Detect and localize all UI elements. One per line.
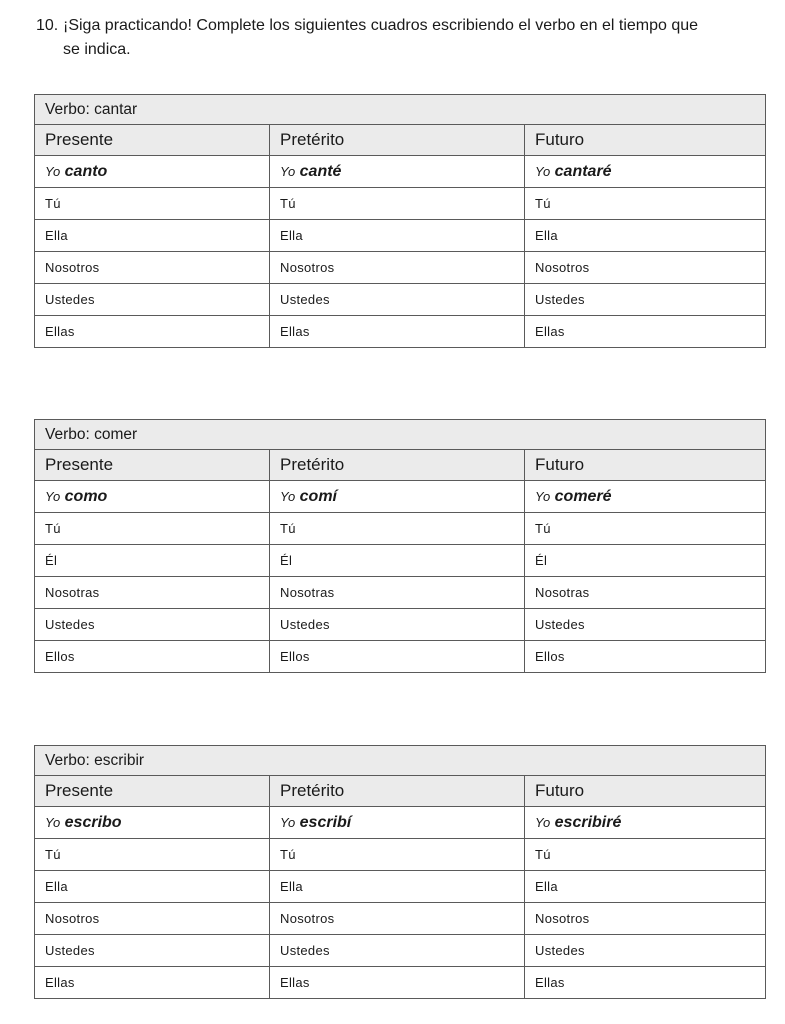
answer-cell[interactable]: Tú [525, 188, 766, 220]
header-preterito: Pretérito [270, 125, 525, 156]
table-title: Verbo: escribir [35, 746, 766, 776]
answer-cell[interactable]: Nosotros [525, 252, 766, 284]
example-futuro [525, 481, 766, 513]
table-title: Verbo: comer [35, 420, 766, 450]
answer-cell[interactable]: Ustedes [270, 609, 525, 641]
header-futuro: Futuro [525, 450, 766, 481]
answer-cell[interactable]: Nosotros [525, 903, 766, 935]
table-row [35, 903, 766, 935]
answer-cell[interactable]: Ellas [270, 967, 525, 999]
table-header-row [35, 125, 766, 156]
table-title-row [35, 420, 766, 450]
example-preterito [270, 156, 525, 188]
header-presente: Presente [35, 125, 270, 156]
verb-form: canté [299, 162, 342, 180]
answer-cell[interactable]: Ella [270, 220, 525, 252]
table-row [35, 545, 766, 577]
table-row [35, 967, 766, 999]
answer-cell[interactable]: Ellos [35, 641, 270, 673]
table-row [35, 839, 766, 871]
pronoun: Yo [45, 814, 61, 830]
table-header-row [35, 776, 766, 807]
table-row [35, 935, 766, 967]
answer-cell[interactable]: Ella [270, 871, 525, 903]
answer-cell[interactable]: Ellas [525, 316, 766, 348]
table-header-row [35, 450, 766, 481]
answer-cell[interactable]: Ustedes [525, 284, 766, 316]
answer-cell[interactable]: Ustedes [525, 609, 766, 641]
exercise-number: 10. [36, 17, 59, 34]
answer-cell[interactable]: Tú [525, 513, 766, 545]
verb-table-cantar [34, 94, 766, 348]
answer-cell[interactable]: Ellas [35, 316, 270, 348]
answer-cell[interactable]: Nosotros [270, 252, 525, 284]
answer-cell[interactable]: Él [525, 545, 766, 577]
answer-cell[interactable]: Él [35, 545, 270, 577]
answer-cell[interactable]: Tú [35, 839, 270, 871]
answer-cell[interactable]: Ella [35, 220, 270, 252]
table-title-row [35, 95, 766, 125]
verb-form: escribí [299, 813, 352, 831]
answer-cell[interactable]: Nosotras [270, 577, 525, 609]
verb-form: comí [299, 487, 337, 505]
header-presente: Presente [35, 776, 270, 807]
pronoun: Yo [535, 488, 551, 504]
verb-form: escribo [64, 813, 122, 831]
answer-cell[interactable]: Ella [525, 871, 766, 903]
answer-cell[interactable]: Ustedes [270, 284, 525, 316]
exercise-instruction [36, 14, 776, 62]
verb-table-escribir [34, 745, 766, 999]
answer-cell[interactable]: Ustedes [35, 284, 270, 316]
answer-cell[interactable]: Tú [525, 839, 766, 871]
header-futuro: Futuro [525, 125, 766, 156]
answer-cell[interactable]: Ustedes [270, 935, 525, 967]
answer-cell[interactable]: Nosotras [525, 577, 766, 609]
answer-cell[interactable]: Ustedes [525, 935, 766, 967]
answer-cell[interactable]: Tú [270, 839, 525, 871]
table-row [35, 641, 766, 673]
header-preterito: Pretérito [270, 776, 525, 807]
answer-cell[interactable]: Nosotros [35, 903, 270, 935]
example-presente [35, 481, 270, 513]
answer-cell[interactable]: Ellos [270, 641, 525, 673]
table-row [35, 284, 766, 316]
answer-cell[interactable]: Ellas [270, 316, 525, 348]
table-row [35, 316, 766, 348]
verb-form: comeré [554, 487, 612, 505]
example-presente [35, 807, 270, 839]
pronoun: Yo [280, 163, 296, 179]
instruction-line-2: se indica. [63, 41, 131, 58]
example-preterito [270, 807, 525, 839]
answer-cell[interactable]: Nosotros [35, 252, 270, 284]
answer-cell[interactable]: Ellos [525, 641, 766, 673]
table-row [35, 609, 766, 641]
answer-cell[interactable]: Ustedes [35, 609, 270, 641]
verb-form: canto [64, 162, 108, 180]
example-futuro [525, 807, 766, 839]
answer-cell[interactable]: Nosotras [35, 577, 270, 609]
answer-cell[interactable]: Él [270, 545, 525, 577]
answer-cell[interactable]: Tú [35, 188, 270, 220]
table-title: Verbo: cantar [35, 95, 766, 125]
header-preterito: Pretérito [270, 450, 525, 481]
verb-form: escribiré [554, 813, 622, 831]
example-presente [35, 156, 270, 188]
yo-example-row [35, 481, 766, 513]
pronoun: Yo [45, 488, 61, 504]
answer-cell[interactable]: Tú [270, 188, 525, 220]
answer-cell[interactable]: Tú [270, 513, 525, 545]
verb-form: cantaré [554, 162, 612, 180]
table-row [35, 188, 766, 220]
answer-cell[interactable]: Ustedes [35, 935, 270, 967]
table-row [35, 252, 766, 284]
example-preterito [270, 481, 525, 513]
table-row [35, 513, 766, 545]
answer-cell[interactable]: Ellas [525, 967, 766, 999]
instruction-line-1: ¡Siga practicando! Complete los siguientes cuadros escribiendo el verbo en el tiempo que [63, 17, 699, 34]
verb-table-comer [34, 419, 766, 673]
table-row [35, 220, 766, 252]
verb-form: como [64, 487, 108, 505]
answer-cell[interactable]: Ellas [35, 967, 270, 999]
yo-example-row [35, 156, 766, 188]
table-row [35, 577, 766, 609]
answer-cell[interactable]: Tú [35, 513, 270, 545]
header-futuro: Futuro [525, 776, 766, 807]
pronoun: Yo [280, 814, 296, 830]
table-title-row [35, 746, 766, 776]
header-presente: Presente [35, 450, 270, 481]
pronoun: Yo [280, 488, 296, 504]
answer-cell[interactable]: Ella [525, 220, 766, 252]
yo-example-row [35, 807, 766, 839]
table-row [35, 871, 766, 903]
pronoun: Yo [535, 163, 551, 179]
example-futuro [525, 156, 766, 188]
answer-cell[interactable]: Ella [35, 871, 270, 903]
pronoun: Yo [535, 814, 551, 830]
pronoun: Yo [45, 163, 61, 179]
answer-cell[interactable]: Nosotros [270, 903, 525, 935]
